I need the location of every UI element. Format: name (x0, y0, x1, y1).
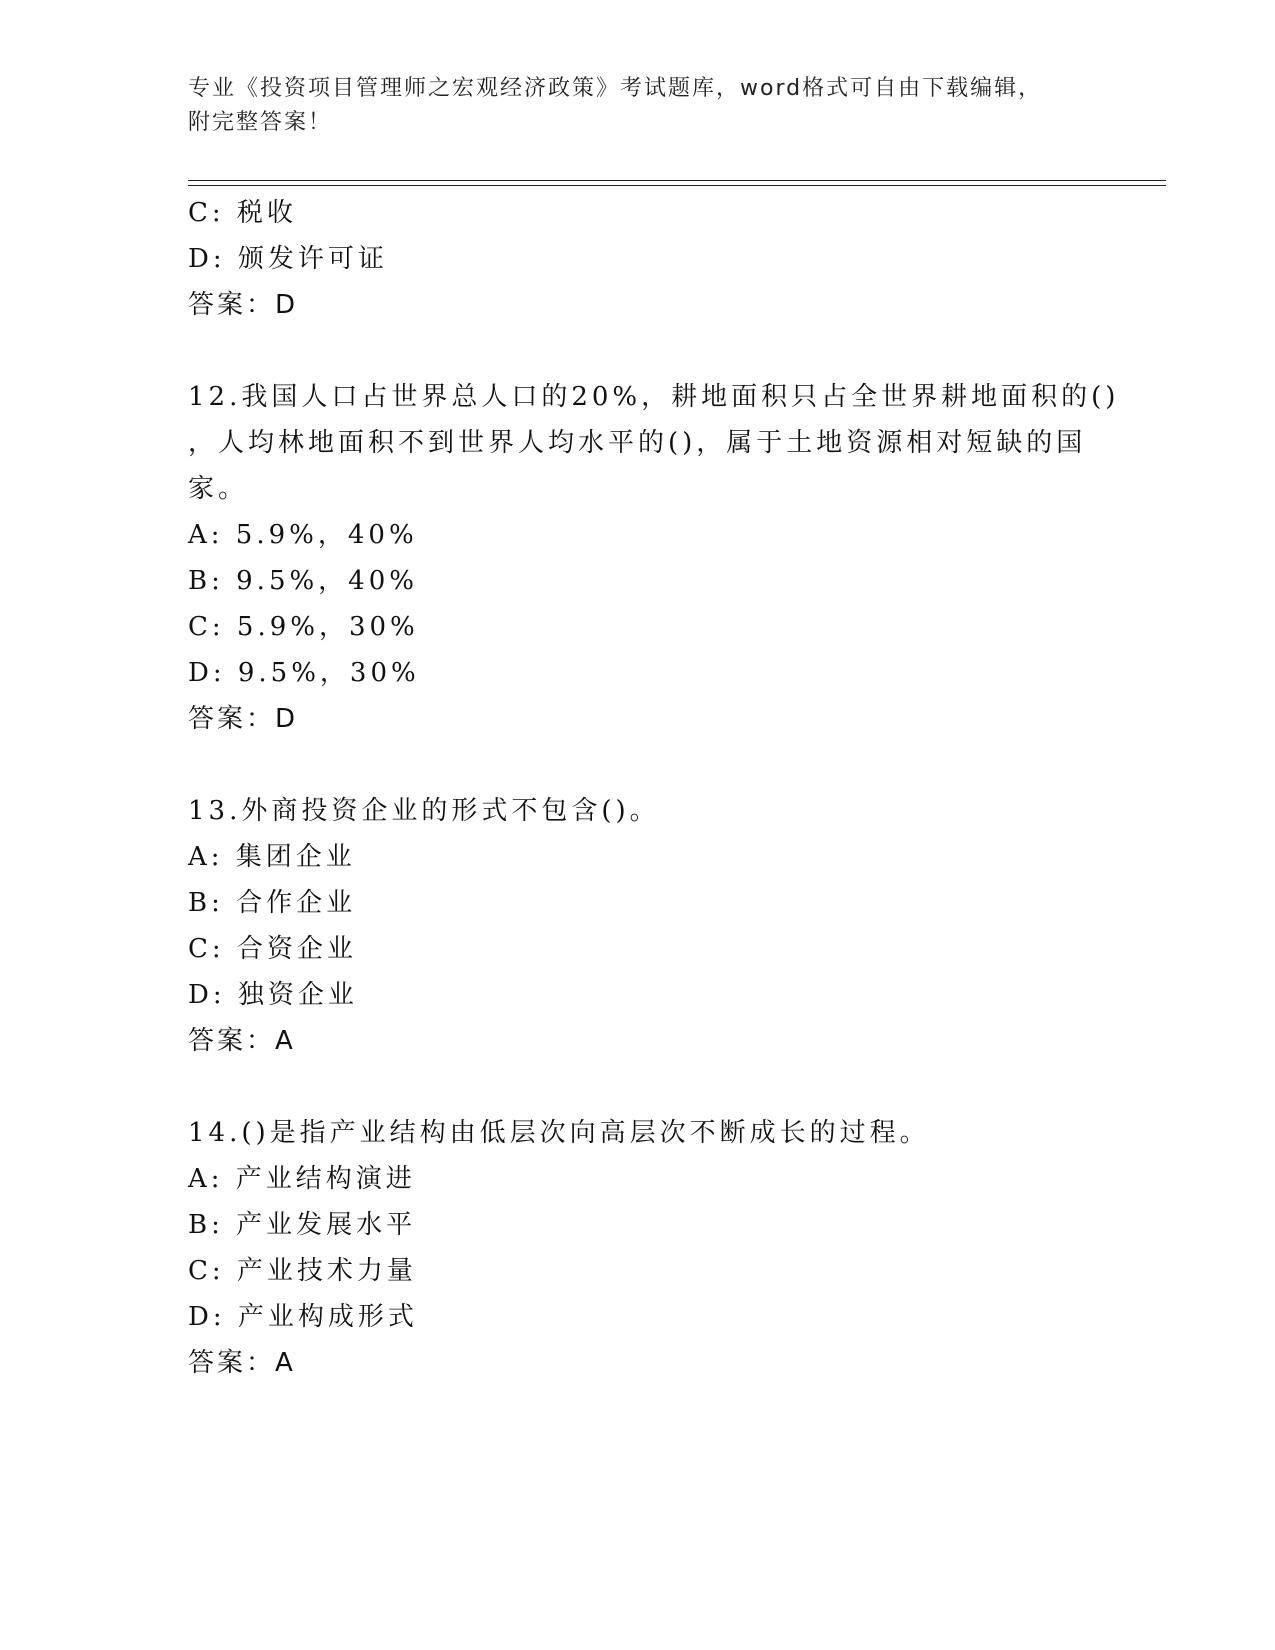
option-a: A: 5.9%，40% (188, 520, 418, 550)
question-stem-line-2: ，人均林地面积不到世界人均水平的()，属于土地资源相对短缺的国 (188, 428, 1087, 458)
header-divider-bottom (188, 185, 1166, 186)
question-11-tail (188, 190, 1088, 328)
header-divider-top (188, 180, 1166, 181)
question-13 (188, 788, 1088, 1064)
question-12 (188, 374, 1120, 742)
option-a: A: 集团企业 (188, 842, 356, 872)
option-d: D: 产业构成形式 (188, 1302, 418, 1332)
question-stem: 13.外商投资企业的形式不包含()。 (188, 796, 660, 826)
document-header (188, 72, 1088, 140)
option-c: C: 合资企业 (188, 934, 357, 964)
header-line-1: 专业《投资项目管理师之宏观经济政策》考试题库，word格式可自由下载编辑， (188, 76, 1043, 101)
option-c: C: 产业技术力量 (188, 1256, 417, 1286)
spacer (188, 1064, 1088, 1110)
option-d: D: 9.5%，30% (188, 658, 420, 688)
answer-line: 答案：D (188, 704, 299, 734)
header-line-2: 附完整答案！ (188, 110, 333, 135)
spacer (188, 742, 1088, 788)
question-list (188, 190, 1120, 1386)
option-d: D: 颁发许可证 (188, 244, 388, 274)
question-stem: 14.()是指产业结构由低层次向高层次不断成长的过程。 (188, 1118, 930, 1148)
option-a: A: 产业结构演进 (188, 1164, 416, 1194)
option-b: B: 产业发展水平 (188, 1210, 417, 1240)
answer-line: 答案：A (188, 1026, 296, 1056)
answer-line: 答案：D (188, 290, 299, 320)
option-b: B: 合作企业 (188, 888, 357, 918)
option-c: C: 5.9%，30% (188, 612, 419, 642)
question-stem-line-1: 12.我国人口占世界总人口的20%，耕地面积只占全世界耕地面积的() (188, 382, 1120, 412)
option-d: D: 独资企业 (188, 980, 358, 1010)
question-14 (188, 1110, 1088, 1386)
option-b: B: 9.5%，40% (188, 566, 418, 596)
spacer (188, 328, 1088, 374)
question-stem-line-3: 家。 (188, 474, 249, 504)
option-c: C: 税收 (188, 198, 297, 228)
answer-line: 答案：A (188, 1348, 296, 1378)
